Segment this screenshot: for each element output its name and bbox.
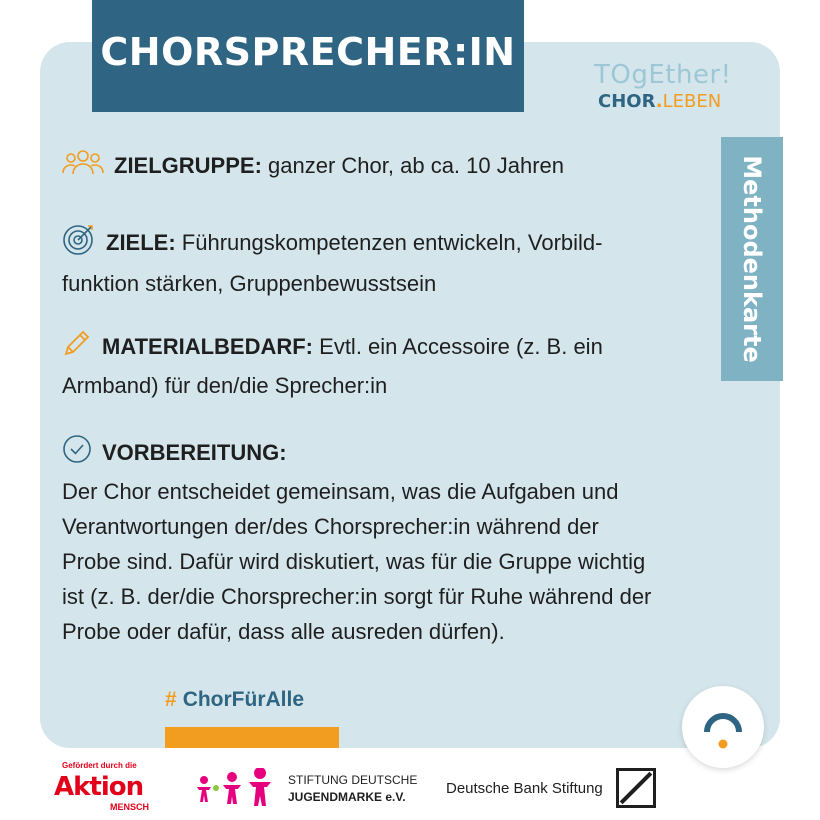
zielgruppe-section	[62, 148, 722, 186]
deutsche-bank-stiftung-text: Deutsche Bank Stiftung	[446, 780, 603, 797]
logo-chor-leben-text	[598, 91, 721, 112]
ziele-section	[62, 222, 722, 301]
vorbereitung-line: Probe sind. Dafür wird diskutiert, was für die Gruppe wichtig	[62, 549, 646, 574]
orange-accent-bar	[165, 727, 339, 748]
zielgruppe-label: ZIELGRUPPE:	[114, 153, 262, 178]
db-slash	[620, 772, 653, 805]
figures-icon	[194, 768, 274, 808]
deutsche-bank-logo	[616, 768, 656, 808]
hash-symbol: #	[165, 688, 177, 711]
materialbedarf-text-line2: Armband) für den/die Sprecher:in	[62, 373, 388, 398]
ziele-text-line2: funktion stärken, Gruppenbewusstsein	[62, 271, 437, 296]
page-title: CHORSPRECHER:IN	[100, 30, 516, 74]
logo-chor: CHOR	[598, 91, 656, 112]
vorbereitung-section	[62, 434, 742, 649]
pencil-icon	[62, 328, 92, 368]
vorbereitung-line: ist (z. B. der/die Chorsprecher:in sorgt für Ruhe während der	[62, 584, 652, 609]
vorbereitung-line: Probe oder dafür, dass alle ausreden dürfen).	[62, 619, 505, 644]
vorbereitung-line: Der Chor entscheidet gemeinsam, was die Aufgaben und	[62, 479, 619, 504]
logo-leben: LEBEN	[662, 91, 722, 112]
materialbedarf-section	[62, 328, 722, 403]
aktion-small-text: Gefördert durch die	[62, 761, 137, 770]
materialbedarf-label: MATERIALBEDARF:	[102, 333, 314, 359]
title-banner	[92, 0, 524, 112]
materialbedarf-text-line1: Evtl. ein Accessoire (z. B. ein	[319, 333, 603, 359]
vorbereitung-line: Verantwortungen der/des Chorsprecher:in während der	[62, 514, 599, 539]
group-icon	[62, 148, 104, 186]
check-circle-icon	[62, 434, 92, 474]
aktion-mensch-text: MENSCH	[110, 802, 150, 812]
methodenkarte-tab	[721, 137, 783, 381]
aktion-big-text: Aktion	[54, 772, 144, 802]
target-icon	[62, 222, 96, 266]
hashtag-text: ChorFürAlle	[182, 688, 305, 711]
footer-sponsors	[0, 748, 820, 820]
jugendmarke-line1: STIFTUNG DEUTSCHE	[288, 773, 418, 787]
logo-dot: .	[655, 91, 663, 112]
side-tab-label: Methodenkarte	[738, 155, 766, 363]
logo-together-text: TOgEther!	[594, 60, 732, 90]
jugendmarke-line2: JUGENDMARKE e.V.	[288, 790, 406, 804]
vorbereitung-label: VORBEREITUNG:	[102, 439, 287, 465]
ziele-label: ZIELE:	[106, 229, 176, 255]
aktion-mensch-logo	[52, 758, 162, 814]
hashtag	[165, 688, 304, 712]
jugendmarke-logo	[194, 762, 434, 812]
together-chor-leben-logo	[592, 58, 742, 118]
ziele-text-line1: Führungskompetenzen entwickeln, Vorbild-	[181, 229, 603, 255]
jugendmarke-text	[288, 772, 417, 806]
zielgruppe-text: ganzer Chor, ab ca. 10 Jahren	[268, 153, 564, 178]
